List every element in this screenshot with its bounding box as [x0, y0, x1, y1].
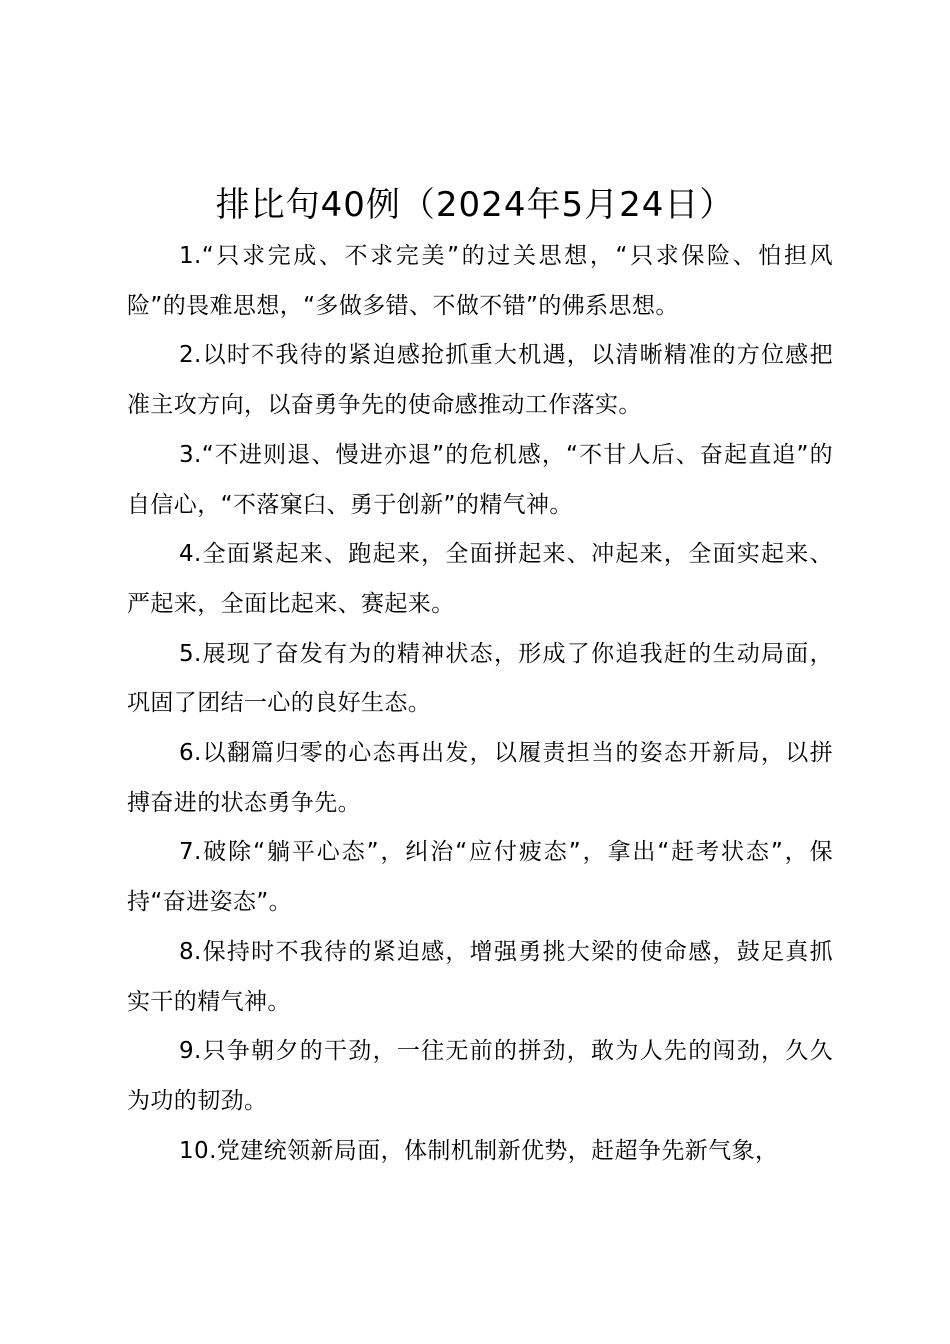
paragraph-9: 9.只争朝夕的干劲，一往无前的拼劲，敢为人先的闯劲，久久为功的韧劲。: [127, 1038, 833, 1114]
paragraph-1: 1.“只求完成、不求完美”的过关思想，“只求保险、怕担风险”的畏难思想，“多做多错、不做不错”的佛系思想。: [127, 243, 833, 319]
paragraph-10: 10.党建统领新局面，体制机制新优势，赶超争先新气象，: [179, 1137, 779, 1164]
document-body: [127, 232, 833, 1176]
document-title: 排比句40例（2024年5月24日）: [215, 185, 735, 225]
paragraph-2: 2.以时不我待的紧迫感抢抓重大机遇，以清晰精准的方位感把准主攻方向，以奋勇争先的使命感推动工作落实。: [127, 342, 833, 419]
paragraph-7: 7.破除“躺平心态”，纠治“应付疲态”，拿出“赶考状态”，保持“奋进姿态”。: [127, 839, 833, 916]
paragraph-4: 4.全面紧起来、跑起来，全面拼起来、冲起来，全面实起来、严起来，全面比起来、赛起来。: [127, 541, 833, 617]
paragraph-3: 3.“不进则退、慢进亦退”的危机感，“不甘人后、奋起直追”的自信心，“不落窠臼、勇于创新”的精气神。: [127, 441, 833, 518]
paragraph-8: 8.保持时不我待的紧迫感，增强勇挑大梁的使命感，鼓足真抓实干的精气神。: [127, 938, 833, 1015]
paragraph-5: 5.展现了奋发有为的精神状态，形成了你追我赶的生动局面，巩固了团结一心的良好生态。: [127, 640, 833, 717]
paragraph-6: 6.以翻篇归零的心态再出发，以履责担当的姿态开新局，以拼搏奋进的状态勇争先。: [127, 740, 833, 816]
